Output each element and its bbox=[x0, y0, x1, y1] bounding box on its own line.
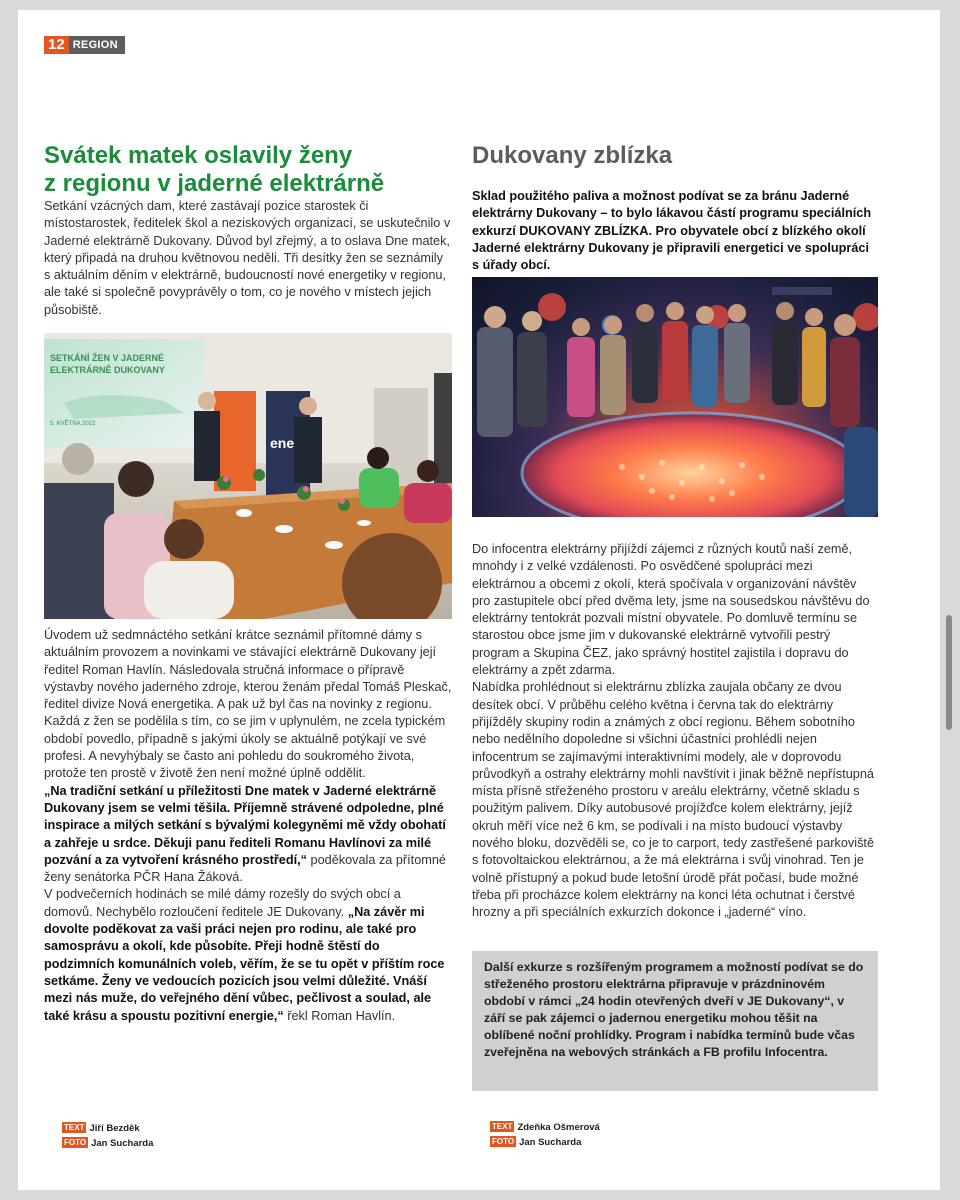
left-quote-1-attribution: poděkovala za přítomné ženy senátorka PČR Hana Žáková. bbox=[44, 852, 446, 885]
page-header bbox=[44, 36, 125, 54]
reactor-hall-photo bbox=[472, 277, 878, 517]
scrollbar[interactable] bbox=[946, 615, 952, 730]
right-body-2: Nabídka prohlédnout si elektrárnu zblízka zaujala občany ze dvou desítek obcí. V průběhu celého května i června tak do elektrárny přijížděly skupiny rodin a známých z obcí regionu. Během sobotního nebo nedělního dopoledne si všichni účastníci prohlédli nejen infocentrum se zajímavými interaktivními modely, ale v doprovodu průvodkyň a ostrahy elektrárny mohli navštívit i jinak běžně nepřístupná místa přísně střeženého prostoru v areálu elektrárny, včetně skladu s použitým palivem. Díky autobusové projížďce kolem elektrárny, jejíž okruh měří více než 6 km, se podívali i na místo budoucí výstavby nového bloku, dozvěděli se, co je to carport, tedy zastřešené parkoviště s fotovoltaickou elektrárnou, a že má elektrárna i svůj vinohrad. Ten je volně přístupný a pokud bude letošní úrodě přát počasí, bude možné třeba při procházce kolem elektrárny na konci léta ochutnat i čerstvé hrozny a při speciálních exkurzích dokonce i „jaderné“ víno. bbox=[472, 680, 874, 920]
credit-photo-label: FOTO bbox=[492, 1137, 515, 1146]
right-lead: Sklad použitého paliva a možnost podívat se za bránu Jaderné elektrárny Dukovany – to bylo lákavou částí programu speciálních exkurzí DUKOVANY ZBLÍZKA. Pro obyvatele obcí z blízkého okolí Jaderné elektrárny Dukovany je připravili energetici ve spolupráci s úřady obcí. bbox=[472, 189, 872, 273]
credit-text-author: Jiří Bezděk bbox=[89, 1123, 140, 1134]
right-article-title: Dukovany zblízka bbox=[472, 142, 673, 169]
credit-text-label: TEXT bbox=[64, 1123, 85, 1132]
section-label: REGION bbox=[69, 36, 125, 54]
left-body-1: Úvodem už sedmnáctého setkání krátce seznámil přítomné dámy s aktuálním provozem a novinkami ve stávající elektrárně Dukovany její ředitel Roman Havlín. Následovala stručná informace o přípravě výstavby nového jaderného zdroje, kterou ženám předal Tomáš Pleskač, ředitel divize Nová energetika. A pak už byl čas na novinky z regionu. Každá z žen se podělila s tím, co se jim v uplynulém, ne zcela typickém období povedlo, případně s jakými úkoly se aktuálně potýkají ve své profesi. A nevyhýbaly se často ani pohledu do soukromého života, protože ten prostě v životě žen není možné úplně oddělit. bbox=[44, 628, 452, 781]
left-quote-1: „Na tradiční setkání u příležitosti Dne matek v Jaderné elektrárně Dukovany jsem se velmi těšila. Příjemně strávené odpoledne, plné inspirace a milých setkání s bývalými kolegyněmi mě vždy obohatí a zahřeje u srdce. Děkuji panu řediteli Romanu Havlínovi za milé pozvání a za vytvoření krásného prostředí,“ bbox=[44, 783, 446, 867]
left-body bbox=[44, 627, 452, 1025]
left-credits bbox=[62, 1121, 153, 1151]
credit-photo-label: FOTO bbox=[64, 1138, 87, 1147]
left-article-title: Svátek matek oslavily ženy z regionu v jaderné elektrárně bbox=[44, 142, 385, 197]
right-body-1: Do infocentra elektrárny přijíždí zájemci z různých koutů naší země, mnohdy i z velké vzdálenosti. Po osvědčené spolupráci mezi elektrárnou a obcemi z okolí, která spočívala v organizování návštěv pro zastupitele obcí před dvěma lety, jsme na sousedskou návštěvu do elektrárny tentokrát pozvali místní obyvatele. Po domluvě termínu se starostou obce jsme jim v dukovanské elektrárně vytvořili pestrý program a Skupina ČEZ, jako správný hostitel zajistila i dopravu do elektrárny a zpět zdarma. bbox=[472, 542, 870, 678]
credit-text-label: TEXT bbox=[492, 1122, 513, 1131]
credit-text-author: Zdeňka Ošmerová bbox=[517, 1122, 600, 1133]
reactor-illustration bbox=[472, 277, 878, 517]
right-body bbox=[472, 541, 878, 922]
left-quote-2-attribution: řekl Roman Havlín. bbox=[283, 1008, 396, 1023]
meeting-photo bbox=[44, 333, 452, 619]
page-number: 12 bbox=[44, 36, 69, 54]
banner-text: ene bbox=[270, 435, 295, 451]
info-box-text: Další exkurze s rozšířeným programem a možností podívat se do střeženého prostoru elektrárna připravuje v prázdninovém období v rámci „24 hodin otevřených dveří v JE Dukovany“, v září se pak zájemci o jadernou energetiku mohou těšit na oblíbené noční prohlídky. Program i nabídka termínů bude včas zveřejněna na webových stránkách a FB profilu Infocentra. bbox=[484, 960, 864, 1059]
screen-title-2: ELEKTRÁRNĚ DUKOVANY bbox=[50, 365, 165, 375]
screen-title-1: SETKÁNÍ ŽEN V JADERNÉ bbox=[50, 353, 165, 363]
left-body-2: V podvečerních hodinách se milé dámy rozešly do svých obcí a domovů. Nechybělo rozloučení ředitele JE Dukovany. bbox=[44, 887, 401, 919]
meeting-illustration bbox=[44, 333, 452, 619]
left-quote-2: „Na závěr mi dovolte poděkovat za vaši práci nejen pro rodinu, ale také pro samosprávu a okolí, kde působíte. Přeji hodně štěstí do podzimních komunálních voleb, věřím, že se tu opět v příštím roce setkáme. Ženy ve vedoucích pozicích jsou velmi důležité. Vnáší mezi nás muže, do veřejného dění vůbec, pečlivost a soulad, ale také krásu a spoustu pozitivní energie,“ bbox=[44, 904, 445, 1023]
credit-photo-author: Jan Sucharda bbox=[519, 1137, 582, 1148]
info-box bbox=[472, 951, 878, 1091]
screen-date: 5. KVĚTNA 2022 bbox=[50, 421, 96, 427]
right-credits bbox=[490, 1120, 600, 1150]
left-intro: Setkání vzácných dam, které zastávají pozice starostek či místostarostek, ředitelek škol a neziskových organizací, se uskutečnilo v Jaderné elektrárně Dukovany. Důvod byl zřejmý, a to oslava Dne matek, který připadá na druhou květnovou neděli. Tři desítky žen se seznámily s aktuálním děním v elektrárně, budoucností nové energetiky v regionu, ale také si společně povyprávěly o tom, co je nového v místech jejich působiště. bbox=[44, 199, 451, 317]
credit-photo-author: Jan Sucharda bbox=[91, 1138, 154, 1149]
